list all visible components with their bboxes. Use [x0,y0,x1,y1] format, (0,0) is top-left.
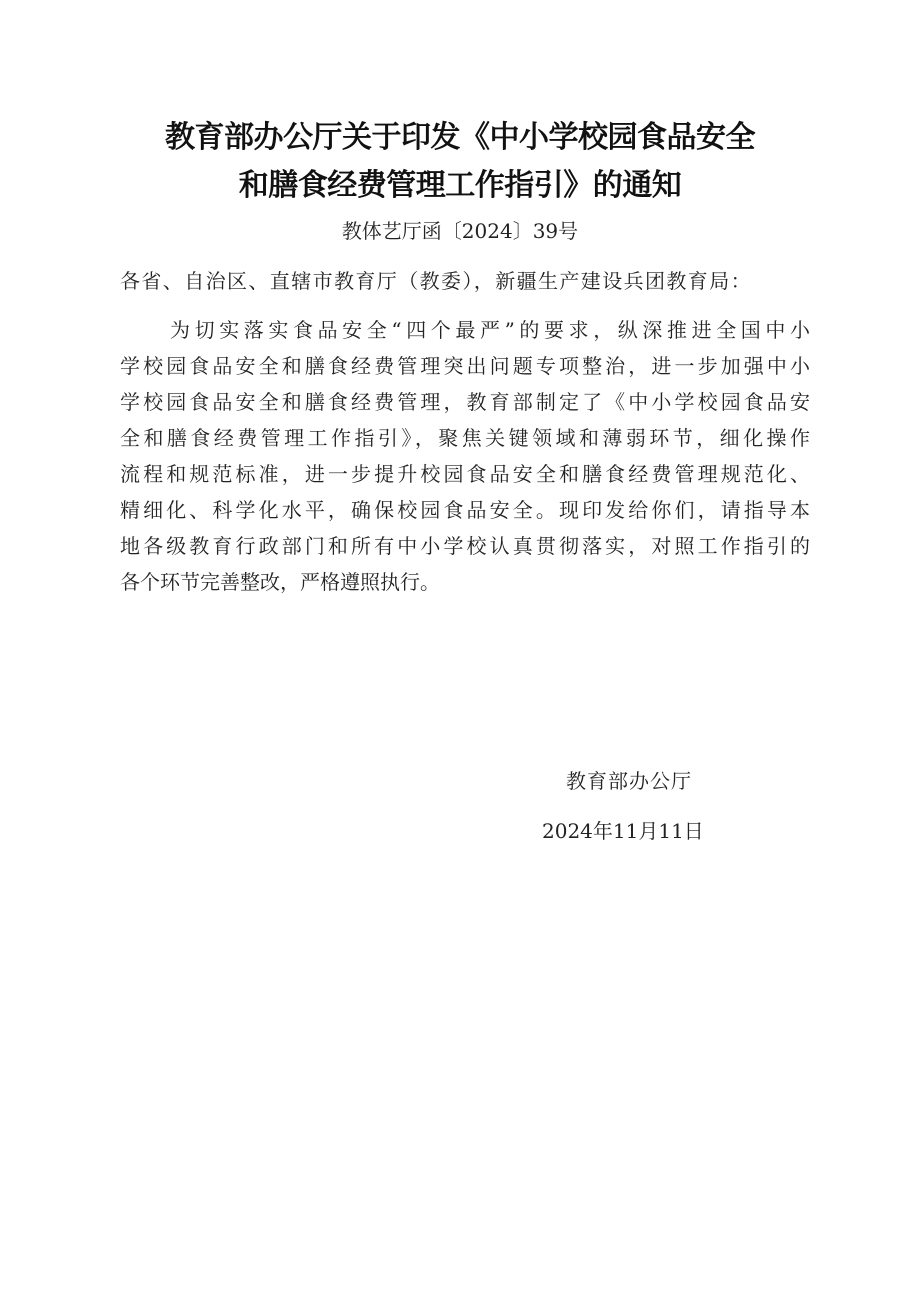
signature-date: 2024年11月11日 [542,819,704,843]
recipients-line: 各省、自治区、直辖市教育厅（教委），新疆生产建设兵团教育局： [120,269,752,293]
body-line: 各个环节完善整改，严格遵照执行。 [120,570,440,594]
document-title-line-2: 和膳食经费管理工作指引》的通知 [238,168,682,203]
document-title-line-1: 教育部办公厅关于印发《中小学校园食品安全 [165,120,755,155]
body-line: 学校园食品安全和膳食经费管理突出问题专项整治，进一步加强中小 [120,354,810,378]
body-paragraph [120,312,810,600]
signature-organization: 教育部办公厅 [566,769,692,793]
body-line: 全和膳食经费管理工作指引》，聚焦关键领域和薄弱环节，细化操作 [120,426,810,450]
body-line: 为切实落实食品安全“四个最严”的要求，纵深推进全国中小 [170,318,810,342]
body-line: 精细化、科学化水平，确保校园食品安全。现印发给你们，请指导本 [120,498,810,522]
body-line: 学校园食品安全和膳食经费管理，教育部制定了《中小学校园食品安 [120,390,810,414]
body-line: 地各级教育行政部门和所有中小学校认真贯彻落实，对照工作指引的 [120,534,810,558]
body-line: 流程和规范标准，进一步提升校园食品安全和膳食经费管理规范化、 [120,462,810,486]
document-number: 教体艺厅函〔2024〕39号 [341,219,579,243]
